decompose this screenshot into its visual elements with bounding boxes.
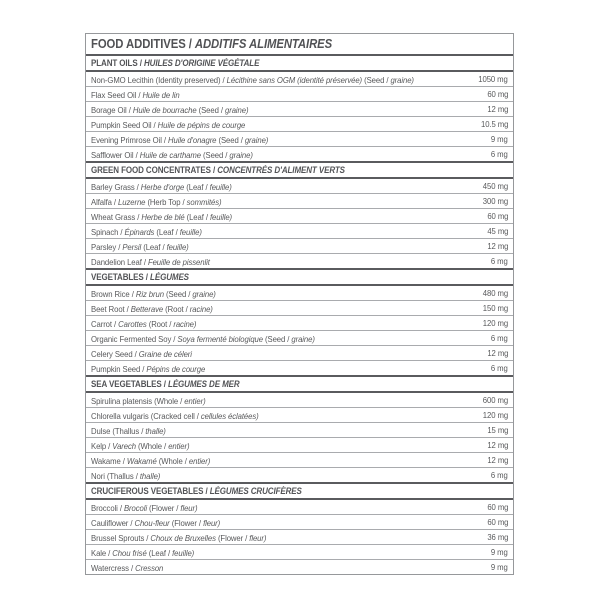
ingredient-amount: 9 mg (491, 547, 508, 557)
table-row (86, 146, 513, 161)
ingredient-label-text (91, 364, 205, 374)
ingredient-fragment: Cresson (135, 563, 164, 573)
ingredient-fragment: sommités) (186, 197, 222, 207)
ingredient-amount: 6 mg (491, 149, 508, 159)
table-title (91, 37, 332, 51)
section-header-text (91, 165, 345, 175)
ingredient-label-text (91, 212, 232, 222)
ingredient-fragment: fleur) (249, 533, 267, 543)
ingredient-amount: 12 mg (486, 241, 508, 251)
ingredient-fragment: Borage Oil / (91, 105, 133, 115)
ingredient-amount: 300 mg (482, 196, 508, 206)
ingredient-amount: 10.5 mg (480, 119, 508, 129)
table-row (86, 193, 513, 208)
ingredient-label-text (91, 441, 189, 451)
ingredient-fragment: Huile de bourrache (132, 105, 197, 115)
ingredient-label-text (91, 518, 220, 528)
ingredient-amount: 36 mg (486, 532, 508, 542)
ingredient-amount: 60 mg (486, 89, 508, 99)
table-row (86, 72, 513, 86)
ingredient-fragment: graine) (291, 334, 315, 344)
ingredient-amount: 6 mg (491, 256, 508, 266)
table-row (86, 529, 513, 544)
ingredient-fragment: feuille) (172, 548, 195, 558)
ingredient-fragment: Betterave (130, 304, 164, 314)
table-row (86, 345, 513, 360)
ingredient-fragment: Chou frisé (112, 548, 147, 558)
ingredient-fragment: graine) (244, 135, 269, 145)
ingredient-fragment: (Root / (163, 304, 190, 314)
ingredient-fragment: racine) (189, 304, 213, 314)
ingredient-amount: 45 mg (486, 226, 508, 236)
ingredient-fragment: Organic Fermented Soy / (91, 334, 178, 344)
ingredient-fragment: Soya fermenté biologique (177, 334, 263, 344)
ingredient-fragment: Épinards (124, 227, 155, 237)
section-header-fragment: LÉGUMES (150, 272, 189, 282)
table-row (86, 393, 513, 407)
ingredient-fragment: feuille) (209, 182, 232, 192)
table-row (86, 500, 513, 514)
table-row (86, 514, 513, 529)
ingredient-fragment: Graine de céleri (138, 349, 192, 359)
ingredient-fragment: Riz brun (135, 289, 164, 299)
ingredient-amount: 60 mg (486, 517, 508, 527)
ingredient-fragment: Watercress / (91, 563, 136, 573)
ingredient-amount: 450 mg (482, 181, 508, 191)
ingredient-fragment: Brown Rice / (91, 289, 136, 299)
ingredient-fragment: (Leaf / (146, 548, 173, 558)
ingredient-fragment: entier) (168, 441, 190, 451)
ingredient-fragment: Dulse (Thallus / (91, 426, 146, 436)
ingredient-fragment: Chlorella vulgaris (Cracked cell / (91, 411, 201, 421)
ingredient-label-text (91, 242, 189, 252)
ingredient-label-text (91, 90, 180, 100)
ingredient-fragment: cellules éclatées) (200, 411, 259, 421)
ingredient-label-text (91, 349, 192, 359)
table-row (86, 253, 513, 268)
ingredient-fragment: Huile de carthame (139, 150, 201, 160)
ingredient-fragment: Brocoli (123, 503, 147, 513)
title-fragment: ADDITIFS ALIMENTAIRES (194, 37, 333, 51)
table-row (86, 452, 513, 467)
ingredient-fragment: Alfalfa / (91, 197, 119, 207)
ingredient-label (91, 145, 485, 163)
ingredient-fragment: Carrot / (91, 319, 119, 329)
ingredient-fragment: Safflower Oil / (91, 150, 140, 160)
ingredient-fragment: graine) (229, 150, 253, 160)
ingredient-label (91, 359, 485, 377)
ingredient-label-text (91, 396, 206, 406)
table-row (86, 437, 513, 452)
table-row (86, 116, 513, 131)
ingredient-fragment: Celery Seed / (91, 349, 139, 359)
ingredient-fragment: Luzerne (118, 197, 146, 207)
title-fragment: FOOD ADDITIVES / (91, 37, 195, 51)
ingredient-label-text (91, 257, 210, 267)
ingredient-amount: 60 mg (486, 211, 508, 221)
ingredient-fragment: Cauliflower / (91, 518, 135, 528)
ingredient-amount: 6 mg (491, 333, 508, 343)
table-row (86, 131, 513, 146)
ingredient-label-text (91, 182, 232, 192)
table-row (86, 300, 513, 315)
ingredient-fragment: Choux de Bruxelles (150, 533, 216, 543)
table-row (86, 101, 513, 116)
ingredient-label-text (91, 120, 245, 130)
ingredient-label-text (91, 135, 268, 145)
ingredient-label-text (91, 456, 210, 466)
table-row (86, 422, 513, 437)
ingredient-fragment: (Flower / (169, 518, 204, 528)
ingredient-fragment: Carottes (118, 319, 147, 329)
ingredient-fragment: feuille) (166, 242, 189, 252)
ingredient-fragment: Spinach / (91, 227, 125, 237)
ingredient-amount: 12 mg (486, 104, 508, 114)
ingredient-fragment: Persil (122, 242, 142, 252)
ingredient-label-text (91, 319, 196, 329)
ingredient-fragment: Huile de pépins de courge (157, 120, 246, 130)
section-header-text (91, 58, 259, 68)
ingredient-fragment: Pépins de courge (146, 364, 206, 374)
ingredient-fragment: (Seed / (196, 105, 226, 115)
ingredient-label-text (91, 548, 194, 558)
ingredient-label-text (91, 471, 160, 481)
ingredient-fragment: Nori (Thallus / (91, 471, 140, 481)
ingredient-fragment: fleur) (203, 518, 221, 528)
ingredient-fragment: fleur) (180, 503, 198, 513)
ingredient-label-text (91, 150, 253, 160)
ingredient-label-text (91, 426, 166, 436)
ingredient-label-text (91, 334, 315, 344)
ingredient-amount: 600 mg (482, 395, 508, 405)
ingredient-fragment: feuille) (209, 212, 233, 222)
ingredient-fragment: Huile d'onagre (168, 135, 217, 145)
ingredient-fragment: thalle) (145, 426, 166, 436)
ingredient-amount: 6 mg (491, 470, 508, 480)
ingredient-fragment: Varech (112, 441, 136, 451)
ingredient-label-text (91, 411, 259, 421)
section-header-fragment: CONCENTRÉS D'ALIMENT VERTS (217, 165, 345, 175)
section-header-text (91, 272, 189, 282)
ingredient-fragment: Feuille de pissenlit (147, 257, 210, 267)
ingredient-amount: 9 mg (491, 562, 508, 572)
ingredient-fragment: (Whole / (156, 456, 189, 466)
section-header-fragment: GREEN FOOD CONCENTRATES / (91, 165, 218, 175)
food-additives-table (85, 33, 514, 575)
ingredient-fragment: Dandelion Leaf / (91, 257, 148, 267)
ingredient-amount: 12 mg (486, 455, 508, 465)
section-header-text (91, 379, 240, 389)
ingredient-fragment: Kelp / (91, 441, 113, 451)
section-header-fragment: HUILES D'ORIGINE VÉGÉTALE (143, 58, 260, 68)
ingredient-amount: 9 mg (491, 134, 508, 144)
table-title-row (86, 34, 513, 54)
table-row (86, 208, 513, 223)
section-header-fragment: VEGETABLES / (91, 272, 151, 282)
ingredient-fragment: Flax Seed Oil / (91, 90, 143, 100)
table-row (86, 286, 513, 300)
section-header-text (91, 486, 302, 496)
ingredient-fragment: graine) (225, 105, 249, 115)
ingredient-label-text (91, 533, 266, 543)
table-row (86, 544, 513, 559)
table-row (86, 360, 513, 375)
table-row (86, 179, 513, 193)
ingredient-fragment: (Leaf / (184, 182, 210, 192)
ingredient-fragment: Wakame / (91, 456, 127, 466)
ingredient-label-text (91, 105, 248, 115)
section-header-fragment: PLANT OILS / (91, 58, 144, 68)
ingredient-amount: 1050 mg (478, 74, 508, 84)
ingredient-fragment: (Leaf / (141, 242, 167, 252)
ingredient-fragment: feuille) (179, 227, 202, 237)
ingredient-fragment: (Seed / (200, 150, 230, 160)
ingredient-amount: 480 mg (482, 288, 508, 298)
table-row (86, 86, 513, 101)
ingredient-fragment: Broccoli / (91, 503, 124, 513)
ingredient-amount: 150 mg (482, 303, 508, 313)
table-row (86, 467, 513, 482)
ingredient-amount: 120 mg (482, 410, 508, 420)
section-header-fragment: LÉGUMES DE MER (168, 379, 240, 389)
ingredient-amount: 120 mg (482, 318, 508, 328)
ingredient-fragment: Parsley / (91, 242, 123, 252)
ingredient-fragment: Evening Primrose Oil / (91, 135, 169, 145)
ingredient-amount: 15 mg (486, 425, 508, 435)
ingredient-label (91, 466, 485, 484)
ingredient-label (91, 252, 485, 270)
ingredient-fragment: (Flower / (215, 533, 250, 543)
ingredient-fragment: Beet Root / (91, 304, 131, 314)
ingredient-fragment: (Seed / (163, 289, 193, 299)
ingredient-fragment: Huile de lin (142, 90, 180, 100)
ingredient-label-text (91, 227, 202, 237)
ingredient-fragment: entier) (188, 456, 211, 466)
table-row (86, 559, 513, 574)
ingredient-label-text (91, 289, 216, 299)
ingredient-label-text (91, 197, 221, 207)
table-body (86, 54, 513, 574)
ingredient-fragment: Chou-fleur (134, 518, 170, 528)
ingredient-amount: 60 mg (486, 502, 508, 512)
ingredient-fragment: (Herb Top / (145, 197, 187, 207)
ingredient-fragment: Kale / (91, 548, 113, 558)
section-header-fragment: LÉGUMES CRUCIFÈRES (209, 486, 302, 496)
section-header-fragment: CRUCIFEROUS VEGETABLES / (91, 486, 210, 496)
ingredient-fragment: (Leaf / (184, 212, 210, 222)
ingredient-fragment: Spirulina platensis (Whole / (91, 396, 185, 406)
ingredient-label (91, 558, 485, 576)
ingredient-label-text (91, 75, 414, 85)
ingredient-fragment: Brussel Sprouts / (91, 533, 151, 543)
ingredient-fragment: Lécithine sans OGM (identité préservée) (226, 75, 363, 85)
ingredient-label-text (91, 563, 163, 573)
ingredient-fragment: thalle) (139, 471, 161, 481)
ingredient-fragment: graine) (390, 75, 414, 85)
ingredient-fragment: Herbe d'orge (140, 182, 185, 192)
table-row (86, 330, 513, 345)
table-row (86, 315, 513, 330)
ingredient-fragment: (Flower / (146, 503, 181, 513)
ingredient-fragment: racine) (173, 319, 197, 329)
ingredient-fragment: Non-GMO Lecithin (Identity preserved) / (91, 75, 227, 85)
section-header-fragment: SEA VEGETABLES / (91, 379, 169, 389)
ingredient-fragment: Pumpkin Seed / (91, 364, 147, 374)
ingredient-amount: 12 mg (486, 348, 508, 358)
ingredient-fragment: (Root / (146, 319, 174, 329)
ingredient-fragment: entier) (184, 396, 206, 406)
table-row (86, 238, 513, 253)
table-row (86, 407, 513, 422)
ingredient-fragment: (Leaf / (154, 227, 180, 237)
ingredient-fragment: (Seed / (262, 334, 292, 344)
ingredient-fragment: Wheat Grass / (91, 212, 142, 222)
ingredient-amount: 12 mg (486, 440, 508, 450)
ingredient-amount: 6 mg (491, 363, 508, 373)
table-row (86, 223, 513, 238)
ingredient-fragment: Wakamé (126, 456, 157, 466)
ingredient-label-text (91, 503, 197, 513)
ingredient-fragment: (Whole / (135, 441, 169, 451)
ingredient-fragment: Pumpkin Seed Oil / (91, 120, 158, 130)
ingredient-fragment: graine) (192, 289, 216, 299)
ingredient-fragment: Barley Grass / (91, 182, 141, 192)
ingredient-label-text (91, 304, 213, 314)
ingredient-fragment: (Seed / (216, 135, 245, 145)
ingredient-fragment: (Seed / (362, 75, 391, 85)
ingredient-fragment: Herbe de blé (141, 212, 185, 222)
